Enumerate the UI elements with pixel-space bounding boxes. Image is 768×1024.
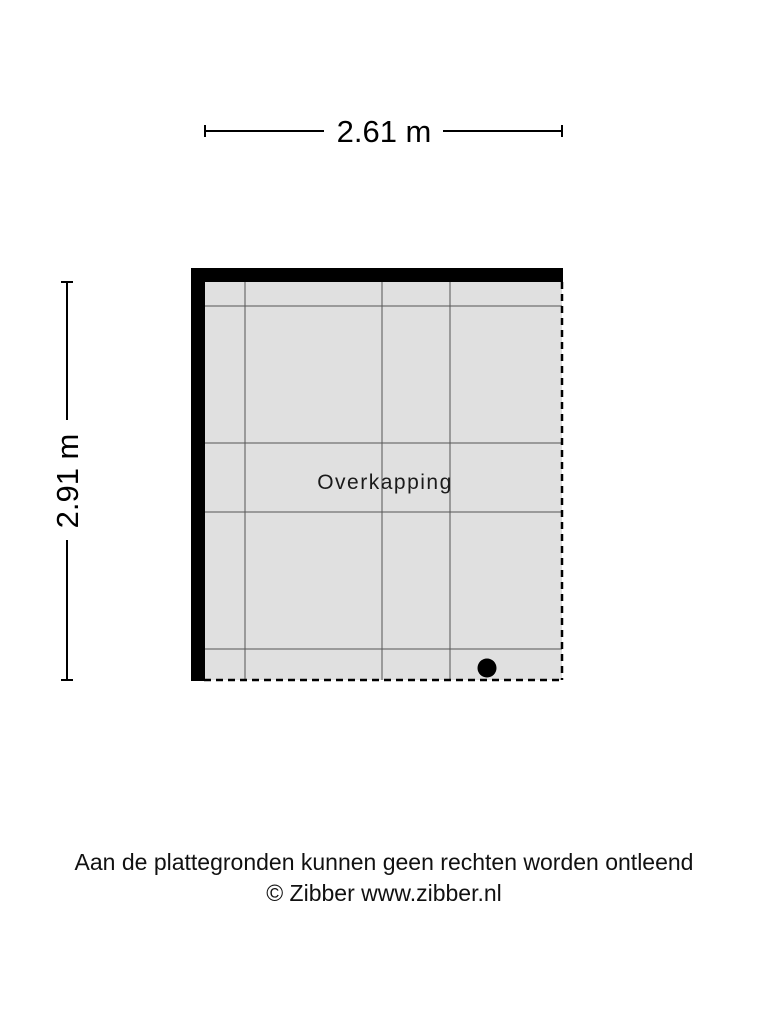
height-dimension-label: 2.91 m [50, 433, 85, 529]
copyright-text: © Zibber www.zibber.nl [266, 880, 502, 906]
wall-top [191, 268, 563, 282]
support-post [478, 659, 497, 678]
room-label: Overkapping [317, 471, 453, 494]
width-dimension [205, 114, 562, 149]
width-dimension-label: 2.61 m [336, 114, 432, 149]
disclaimer-text: Aan de plattegronden kunnen geen rechten worden ontleend [74, 849, 694, 875]
height-dimension [50, 282, 85, 680]
wall-left [191, 268, 205, 681]
room-overkapping [191, 268, 563, 681]
